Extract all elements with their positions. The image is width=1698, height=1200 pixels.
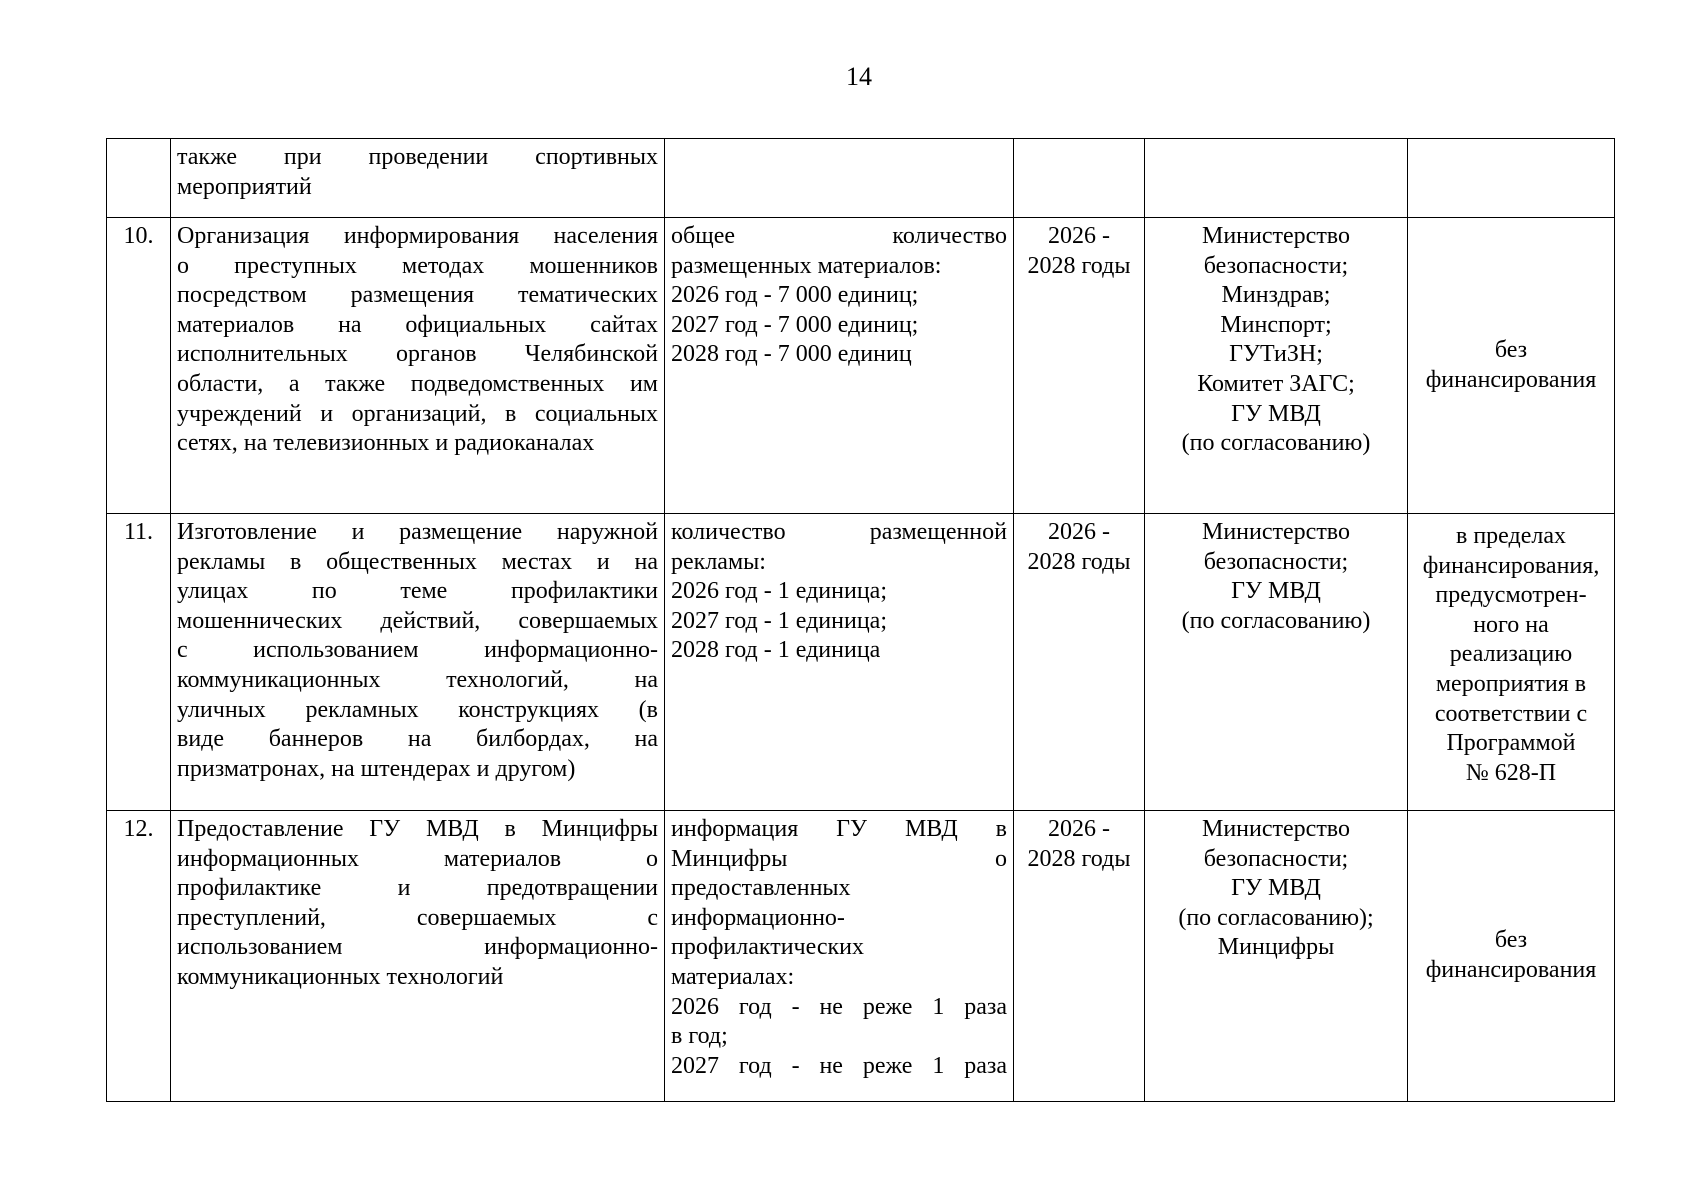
measure-description: [171, 139, 665, 218]
measure-indicator: [665, 218, 1014, 514]
text-line: улицах по теме профилактики: [177, 578, 658, 605]
text-line: (по согласованию): [1181, 607, 1371, 634]
page-number: 14: [846, 62, 872, 91]
text-line: учреждений и организаций, в социальных: [177, 400, 658, 427]
measures-table: [106, 138, 1615, 1102]
measure-financing: [1408, 218, 1615, 514]
text-line: Изготовление и размещение наружной: [177, 519, 658, 545]
text-line: Министерство: [1202, 223, 1350, 249]
text-line: безопасности;: [1203, 845, 1349, 872]
text-line: финансирования: [1425, 957, 1597, 983]
text-line: рекламы:: [671, 548, 766, 575]
measure-indicator: [665, 514, 1014, 811]
text-line: ГУТиЗН;: [1229, 341, 1323, 368]
text-line: 2026 -: [1048, 519, 1110, 545]
text-line: посредством размещения тематических: [177, 282, 658, 309]
text-line: 2026 год - не реже 1 раза: [671, 993, 1007, 1020]
text-line: 2028 годы: [1027, 252, 1131, 279]
measure-financing: [1408, 514, 1615, 811]
text-line: также при проведении спортивных: [177, 144, 658, 170]
text-line: исполнительных органов Челябинской: [177, 341, 658, 368]
table-row: [107, 139, 1615, 218]
text-line: 2027 год - 7 000 единиц;: [671, 311, 919, 338]
text-line: без: [1494, 336, 1528, 363]
text-line: коммуникационных технологий, на: [177, 666, 658, 693]
measure-period: [1014, 811, 1145, 1102]
text-line: финансирования: [1425, 366, 1597, 393]
text-line: 2028 годы: [1027, 845, 1131, 872]
text-line: предоставленных: [671, 875, 851, 902]
measure-description: [171, 811, 665, 1102]
table-row: [107, 514, 1615, 811]
row-number: 10.: [107, 218, 171, 514]
text-line: мошеннических действий, совершаемых: [177, 607, 658, 634]
text-line: Организация информирования населения: [177, 223, 658, 249]
text-line: финансирования,: [1422, 552, 1600, 579]
text-line: 2026 год - 1 единица;: [671, 578, 887, 605]
measure-period: [1014, 218, 1145, 514]
text-line: ГУ МВД: [1231, 578, 1321, 605]
text-line: предусмотрен-: [1435, 582, 1587, 609]
text-line: безопасности;: [1203, 548, 1349, 575]
measure-description: [171, 218, 665, 514]
text-line: сетях, на телевизионных и радиоканалах: [177, 430, 595, 457]
text-line: области, а также подведомственных им: [177, 370, 658, 397]
text-line: Программой: [1446, 730, 1576, 757]
text-line: материалах:: [671, 963, 795, 990]
text-line: мероприятий: [177, 173, 312, 200]
text-line: ного на: [1473, 611, 1549, 638]
text-line: преступлений, совершаемых с: [177, 904, 658, 931]
table-row: [107, 811, 1615, 1102]
row-number: [107, 139, 171, 218]
text-line: реализацию: [1449, 641, 1573, 668]
text-line: информация ГУ МВД в: [671, 816, 1007, 842]
measure-executors: [1145, 811, 1408, 1102]
text-line: 2026 год - 7 000 единиц;: [671, 282, 919, 309]
table-row: [107, 218, 1615, 514]
text-line: использованием информационно-: [177, 934, 658, 961]
measure-financing: [1408, 811, 1615, 1102]
text-line: общее количество: [671, 223, 1007, 249]
text-line: без: [1494, 927, 1528, 954]
text-line: информационно-: [671, 904, 845, 931]
measure-description: [171, 514, 665, 811]
text-line: 2027 год - 1 единица;: [671, 607, 887, 634]
text-line: 2026 -: [1048, 816, 1110, 842]
text-line: размещенных материалов:: [671, 252, 942, 279]
text-line: о преступных методах мошенников: [177, 252, 658, 279]
text-line: 2028 год - 1 единица: [671, 637, 881, 664]
text-line: призматронах, на штендерах и другом): [177, 755, 576, 782]
text-line: Минздрав;: [1221, 282, 1331, 309]
text-line: коммуникационных технологий: [177, 963, 504, 990]
measure-executors: [1145, 139, 1408, 218]
measure-executors: [1145, 514, 1408, 811]
text-line: количество размещенной: [671, 519, 1007, 545]
text-line: ГУ МВД: [1231, 400, 1321, 427]
text-line: мероприятия в: [1435, 670, 1587, 697]
text-line: профилактических: [671, 934, 865, 961]
text-line: с использованием информационно-: [177, 637, 658, 664]
text-line: профилактике и предотвращении: [177, 875, 658, 902]
text-line: 2026 -: [1048, 223, 1110, 249]
text-line: (по согласованию): [1181, 430, 1371, 457]
text-line: 2028 год - 7 000 единиц: [671, 341, 912, 368]
text-line: Комитет ЗАГС;: [1197, 370, 1355, 397]
text-line: рекламы в общественных местах и на: [177, 548, 658, 575]
text-line: в пределах: [1455, 523, 1566, 549]
text-line: виде баннеров на билбордах, на: [177, 726, 658, 753]
text-line: Предоставление ГУ МВД в Минцифры: [177, 816, 658, 842]
text-line: материалов на официальных сайтах: [177, 311, 658, 338]
measure-period: [1014, 514, 1145, 811]
measure-indicator: [665, 811, 1014, 1102]
text-line: безопасности;: [1203, 252, 1349, 279]
measure-financing: [1408, 139, 1615, 218]
text-line: Министерство: [1202, 816, 1350, 842]
text-line: 2028 годы: [1027, 548, 1131, 575]
measure-indicator: [665, 139, 1014, 218]
text-line: Министерство: [1202, 519, 1350, 545]
text-line: 2027 год - не реже 1 раза: [671, 1052, 1007, 1079]
text-line: Минцифры о: [671, 845, 1007, 872]
text-line: (по согласованию);: [1178, 904, 1374, 931]
measure-executors: [1145, 218, 1408, 514]
text-line: ГУ МВД: [1231, 875, 1321, 902]
text-line: информационных материалов о: [177, 845, 658, 872]
row-number: 12.: [107, 811, 171, 1102]
text-line: Минспорт;: [1220, 311, 1332, 338]
row-number: 11.: [107, 514, 171, 811]
text-line: соответствии с: [1434, 700, 1588, 727]
text-line: в год;: [671, 1023, 728, 1050]
text-line: уличных рекламных конструкциях (в: [177, 696, 658, 723]
measure-period: [1014, 139, 1145, 218]
text-line: № 628-П: [1465, 759, 1557, 786]
text-line: Минцифры: [1217, 934, 1335, 961]
